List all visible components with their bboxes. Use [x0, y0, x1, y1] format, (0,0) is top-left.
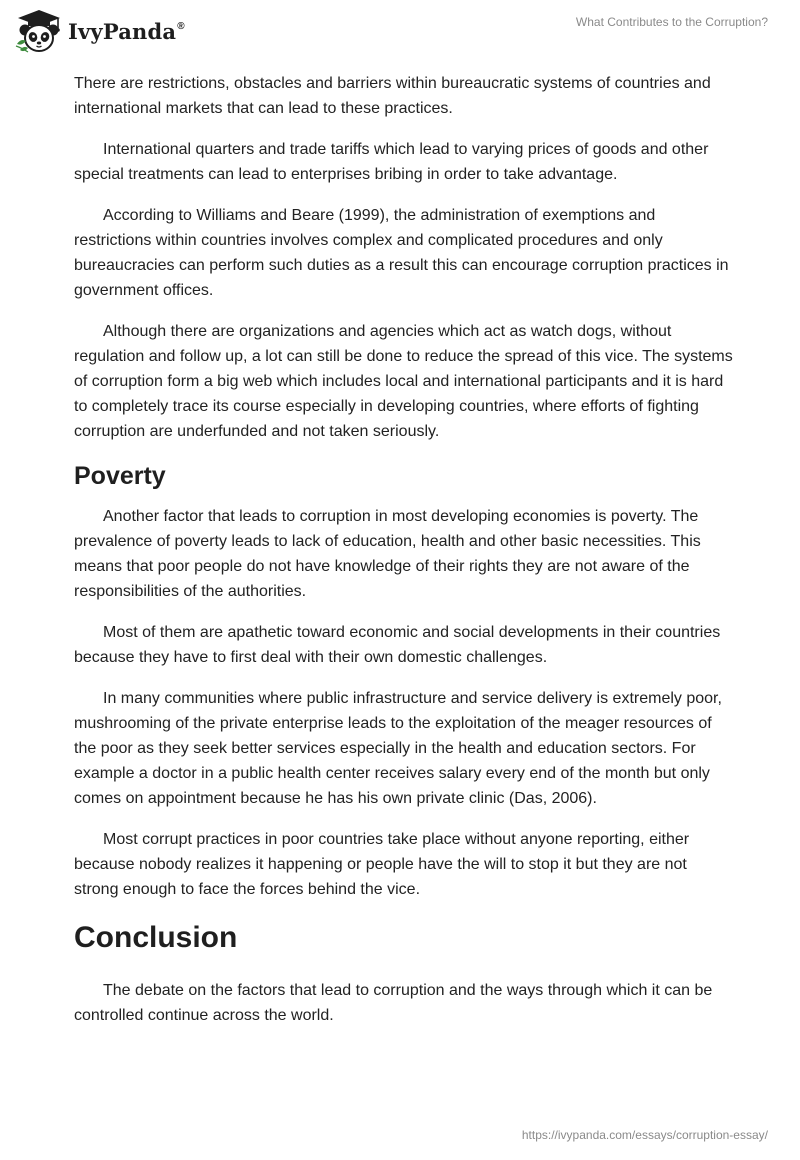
paragraph: There are restrictions, obstacles and barriers within bureaucratic systems of countries and international markets that can lead to these practices.	[74, 75, 711, 117]
panda-graduate-icon	[14, 8, 64, 54]
paragraph: In many communities where public infrastructure and service delivery is extremely poor, mushrooming of the private enterprise leads to the exploitation of the meager resources of the poor as they seek better services especially in the health and education sectors. For example a doctor in a public health center receives salary every end of the month but only comes on appointment because he has his own private clinic (Das, 2006).	[74, 690, 722, 807]
section-heading-poverty: Poverty	[74, 462, 166, 490]
paragraph: Most corrupt practices in poor countries take place without anyone reporting, either because nobody realizes it happening or people have the will to stop it but they are not strong enough to face the forces behind the vice.	[74, 831, 690, 898]
page-header	[0, 0, 800, 60]
section-heading-conclusion: Conclusion	[74, 921, 238, 954]
paragraph: According to Williams and Beare (1999), the administration of exemptions and restrictions within countries involves complex and complicated procedures and only bureaucracies can perform such duties as a result this can encourage corruption practices in government offices.	[74, 207, 729, 299]
essay-content	[74, 71, 734, 1044]
paragraph: Another factor that leads to corruption in most developing economies is poverty. The prevalence of poverty leads to lack of education, health and other basic necessities. This means that poor people do not have knowledge of their rights they are not aware of the responsibilities of the authorities.	[74, 508, 701, 600]
paragraph: Although there are organizations and agencies which act as watch dogs, without regulation and follow up, a lot can still be done to reduce the spread of this vice. The systems of corruption form a big web which includes local and international participants and it is hard to completely trace its course especially in developing countries, where efforts of fighting corruption are underfunded and not taken seriously.	[74, 323, 733, 440]
paragraph: Most of them are apathetic toward economic and social developments in their countries because they have to first deal with their own domestic challenges.	[74, 624, 721, 666]
source-url[interactable]: https://ivypanda.com/essays/corruption-essay/	[521, 1128, 768, 1142]
document-title: What Contributes to the Corruption?	[575, 15, 768, 29]
registered-mark: ®	[177, 20, 185, 32]
brand-name: IvyPanda®	[68, 18, 185, 44]
paragraph: The debate on the factors that lead to corruption and the ways through which it can be controlled continue across the world.	[74, 982, 713, 1024]
ivypanda-logo[interactable]	[14, 8, 185, 54]
paragraph: International quarters and trade tariffs which lead to varying prices of goods and other special treatments can lead to enterprises bribing in order to take advantage.	[74, 141, 709, 183]
